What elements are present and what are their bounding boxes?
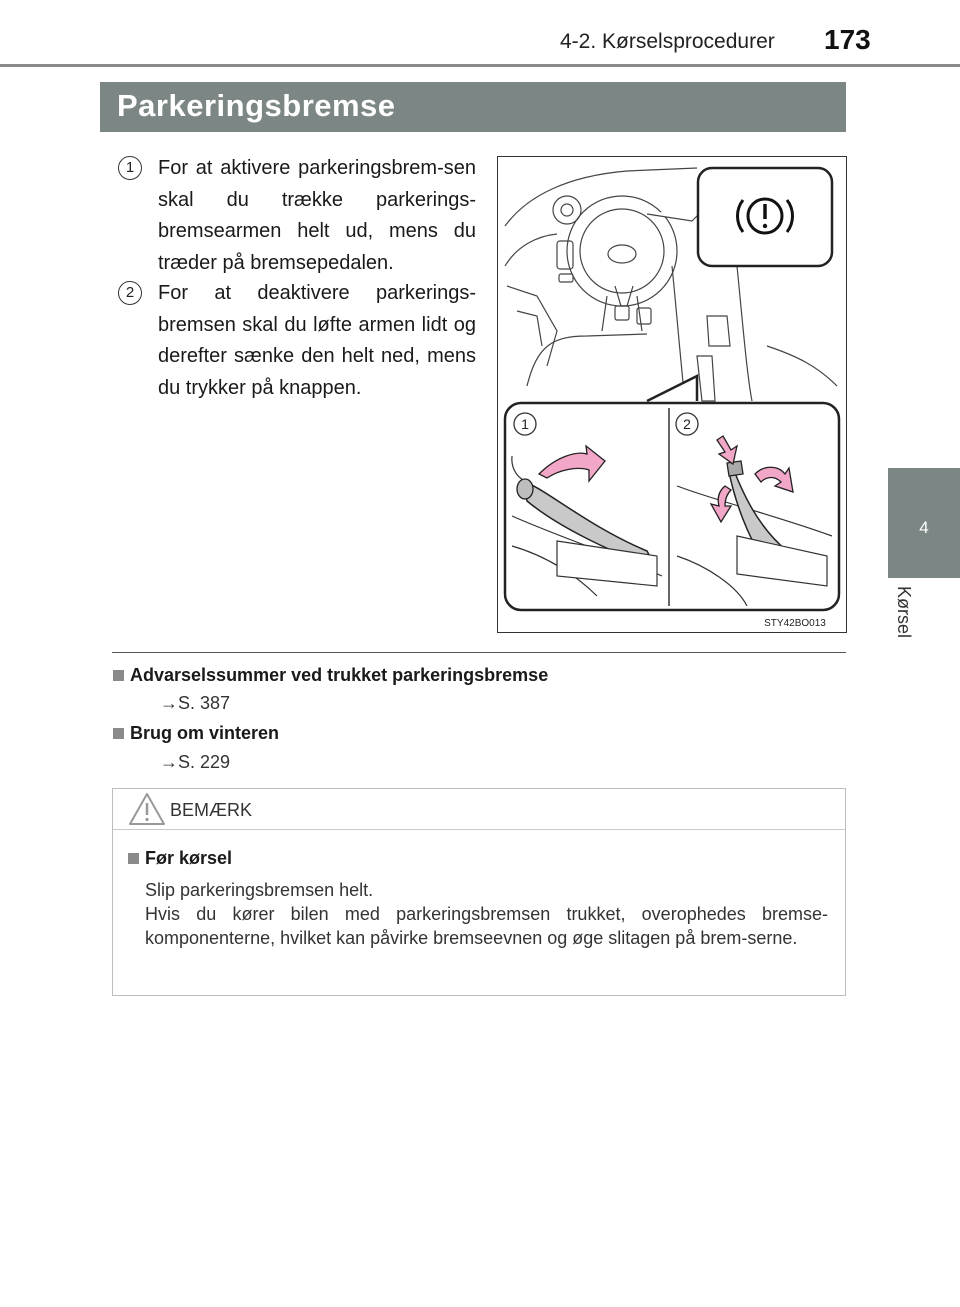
notice-heading-text: Før kørsel	[145, 848, 233, 868]
notice-body	[145, 878, 828, 950]
section-divider	[112, 652, 846, 653]
step-1-text: For at aktivere parkeringsbrem-sen skal du trække parkerings-bremsearmen helt ud, mens du træder på bremsepedalen.	[158, 157, 476, 274]
step-1-badge: 1	[118, 156, 142, 180]
info-ref-2[interactable]: →S. 229	[160, 752, 231, 772]
header-divider	[0, 64, 960, 67]
callout-2: 2	[683, 416, 691, 432]
warning-triangle-icon	[128, 792, 166, 826]
notice-divider	[113, 829, 845, 830]
page-number: 173	[824, 24, 871, 55]
notice-heading	[128, 848, 232, 869]
info-heading-1	[113, 665, 548, 686]
header-section-title: 4-2. Kørselsprocedurer	[560, 30, 775, 53]
notice-line-2: Hvis du kører bilen med parkeringsbremsen trukket, overophedes bremse-komponenterne, hvilket kan påvirke bremseevnen og øge slitagen på brem-serne.	[145, 904, 828, 948]
page-title: Parkeringsbremse	[117, 88, 396, 123]
bullet-square-icon	[113, 728, 124, 739]
notice-line-1: Slip parkeringsbremsen helt.	[145, 880, 374, 900]
bullet-square-icon	[128, 853, 139, 864]
bullet-square-icon	[113, 670, 124, 681]
step-2-badge: 2	[118, 281, 142, 305]
chapter-tab-number: 4	[919, 518, 929, 537]
info-heading-2-text: Brug om vinteren	[130, 723, 280, 743]
notice-title: BEMÆRK	[170, 800, 253, 820]
info-heading-2	[113, 723, 279, 744]
step-2-text: For at deaktivere parkerings-bremsen skal du løfte armen lidt og derefter sænke den helt ned, mens du trykker på knappen.	[158, 282, 476, 399]
info-ref-1[interactable]: →S. 387	[160, 693, 231, 713]
callout-1: 1	[521, 416, 529, 432]
parking-brake-illustration	[497, 156, 847, 633]
illustration-code: STY42BO013	[764, 618, 826, 629]
chapter-tab-label: Kørsel	[894, 586, 914, 639]
info-heading-1-text: Advarselssummer ved trukket parkeringsbremse	[130, 665, 549, 685]
